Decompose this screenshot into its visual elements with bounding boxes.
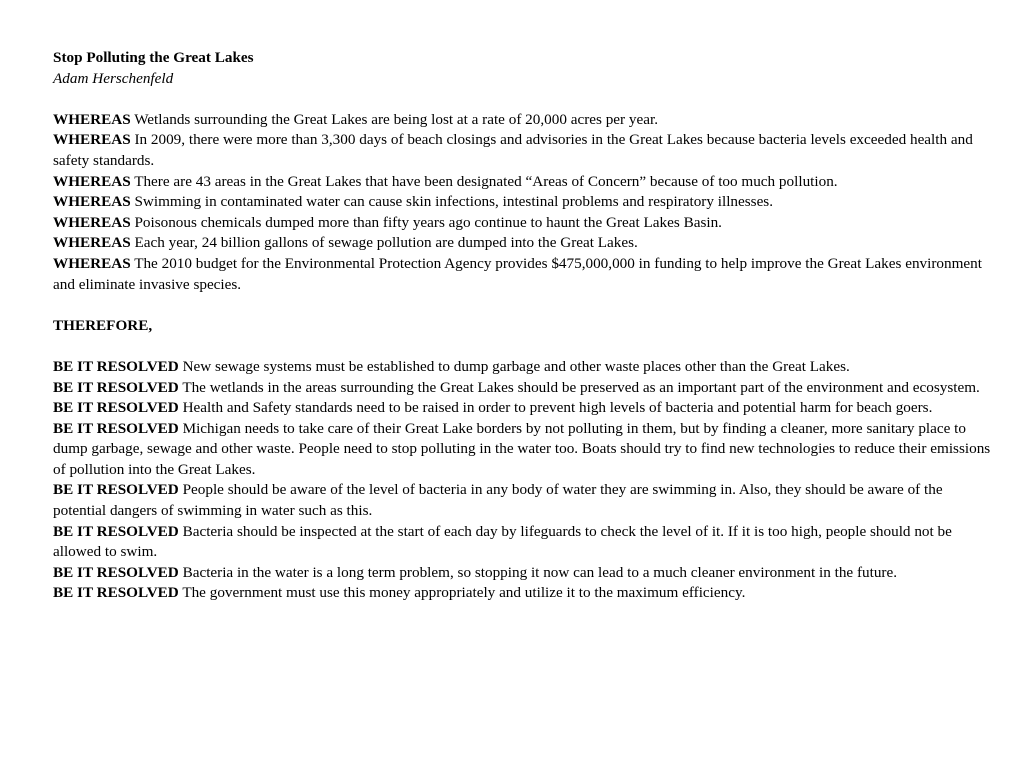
spacer — [53, 295, 993, 316]
resolved-clause — [53, 419, 993, 481]
whereas-clause — [53, 172, 993, 193]
resolved-section — [53, 357, 993, 604]
document-author: Adam Herschenfeld — [53, 69, 174, 87]
resolved-clause — [53, 398, 993, 419]
resolved-text: People should be aware of the level of bacteria in any body of water they are swimming in. Also, they should be aware of the potential dangers of swimming in water such as this. — [53, 481, 943, 520]
resolved-keyword: BE IT RESOLVED — [53, 357, 179, 375]
resolved-keyword: BE IT RESOLVED — [53, 563, 179, 581]
resolved-text: The government must use this money appropriately and utilize it to the maximum efficiency. — [182, 584, 746, 602]
spacer — [53, 89, 993, 110]
resolved-keyword: BE IT RESOLVED — [53, 378, 179, 396]
resolved-text: Bacteria in the water is a long term problem, so stopping it now can lead to a much cleaner environment in the future. — [182, 563, 898, 581]
document-title: Stop Polluting the Great Lakes — [53, 49, 254, 66]
resolved-keyword: BE IT RESOLVED — [53, 584, 179, 602]
resolved-keyword: BE IT RESOLVED — [53, 399, 179, 417]
therefore-heading: THEREFORE, — [53, 316, 153, 334]
resolved-text: Health and Safety standards need to be raised in order to prevent high levels of bacteria and potential harm for beach goers. — [182, 399, 933, 417]
whereas-keyword: WHEREAS — [53, 234, 131, 252]
resolved-keyword: BE IT RESOLVED — [53, 522, 179, 540]
resolved-keyword: BE IT RESOLVED — [53, 419, 179, 437]
whereas-keyword: WHEREAS — [53, 254, 131, 272]
resolved-clause — [53, 583, 993, 604]
whereas-keyword: WHEREAS — [53, 213, 131, 231]
whereas-keyword: WHEREAS — [53, 110, 131, 128]
whereas-clause — [53, 192, 993, 213]
resolved-clause — [53, 480, 993, 521]
whereas-text: Swimming in contaminated water can cause skin infections, intestinal problems and respiratory illnesses. — [134, 193, 774, 211]
resolved-clause — [53, 522, 993, 563]
document-page — [53, 48, 993, 604]
whereas-clause — [53, 254, 993, 295]
resolved-clause — [53, 378, 993, 399]
whereas-keyword: WHEREAS — [53, 172, 131, 190]
whereas-text: Wetlands surrounding the Great Lakes are being lost at a rate of 20,000 acres per year. — [134, 110, 658, 128]
whereas-text: In 2009, there were more than 3,300 days of beach closings and advisories in the Great Lakes because bacteria levels exceeded health and safety standards. — [53, 131, 973, 169]
whereas-section — [53, 110, 993, 295]
resolved-text: New sewage systems must be established to dump garbage and other waste places other than the Great Lakes. — [182, 357, 850, 375]
resolved-text: Bacteria should be inspected at the start of each day by lifeguards to check the level of it. If it is too high, people should not be allowed to swim. — [53, 522, 952, 561]
whereas-keyword: WHEREAS — [53, 193, 131, 211]
whereas-text: There are 43 areas in the Great Lakes that have been designated “Areas of Concern” because of too much pollution. — [134, 172, 838, 190]
whereas-text: Each year, 24 billion gallons of sewage pollution are dumped into the Great Lakes. — [134, 234, 638, 252]
whereas-clause — [53, 233, 993, 254]
whereas-text: Poisonous chemicals dumped more than fifty years ago continue to haunt the Great Lakes Basin. — [134, 213, 722, 231]
whereas-clause — [53, 130, 993, 171]
whereas-clause — [53, 110, 993, 131]
resolved-text: The wetlands in the areas surrounding the Great Lakes should be preserved as an important part of the environment and ecosystem. — [182, 378, 980, 396]
resolved-clause — [53, 563, 993, 584]
whereas-text: The 2010 budget for the Environmental Protection Agency provides $475,000,000 in funding to help improve the Great Lakes environment and eliminate invasive species. — [53, 254, 982, 293]
resolved-clause — [53, 357, 993, 378]
resolved-keyword: BE IT RESOLVED — [53, 481, 179, 499]
resolved-text: Michigan needs to take care of their Great Lake borders by not polluting in them, but by finding a cleaner, more sanitary place to dump garbage, sewage and other waste. People need to stop polluting in the water too. Boats should try to find new technologies to reduce their emissions of pollution into the Great Lakes. — [53, 419, 991, 478]
whereas-clause — [53, 213, 993, 234]
spacer — [53, 336, 993, 357]
whereas-keyword: WHEREAS — [53, 131, 131, 149]
